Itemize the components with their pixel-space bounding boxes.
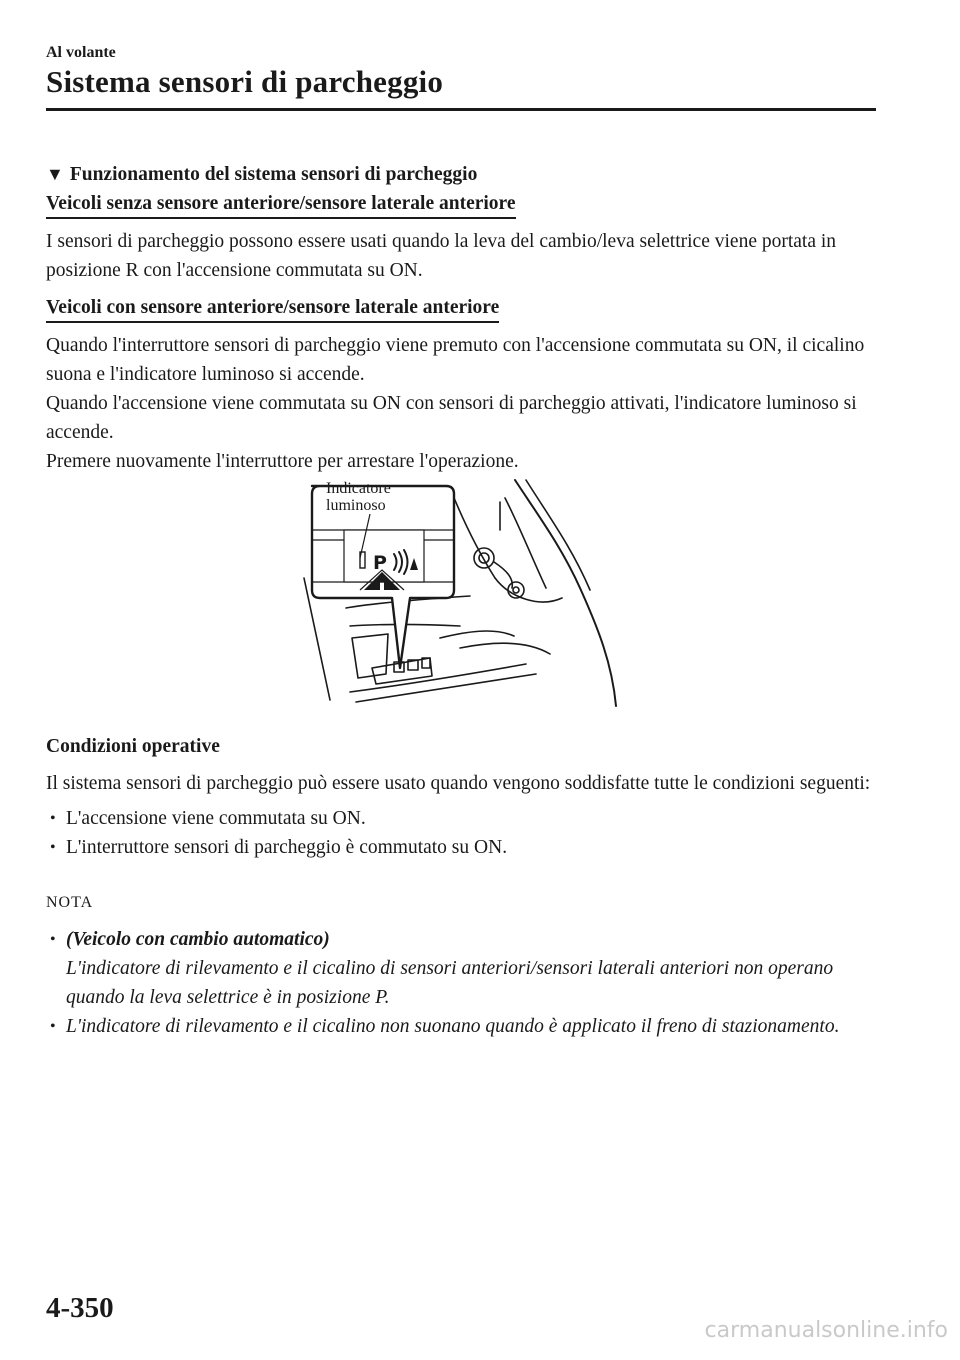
conditions-heading: Condizioni operative <box>46 736 220 757</box>
subheading-without-front-sensor: Veicoli senza sensore anteriore/sensore laterale anteriore <box>46 191 516 219</box>
bullet-icon: • <box>50 931 56 948</box>
dashboard-illustration <box>300 478 620 718</box>
dashboard-drawing <box>300 478 620 718</box>
triangle-down-icon: ▼ <box>46 164 64 184</box>
page-title: Sistema sensori di parcheggio <box>46 64 444 99</box>
watermark: carmanualsonline.info <box>704 1318 948 1343</box>
nota-label: NOTA <box>46 894 94 911</box>
subheading-with-front-sensor: Veicoli con sensore anteriore/sensore laterale anteriore <box>46 295 499 323</box>
page-number: 4-350 <box>46 1292 114 1324</box>
indicator-label: Indicatore luminoso <box>326 480 391 514</box>
title-divider <box>46 108 876 111</box>
paragraph-press-again: Premere nuovamente l'interruttore per arrestare l'operazione. <box>46 451 519 472</box>
bullet-icon: • <box>50 1018 56 1035</box>
paragraph-without-front-sensor: I sensori di parcheggio possono essere usati quando la leva del cambio/leva selettrice viene portata in posizione R con l'accensione commutata su ON. <box>46 231 837 281</box>
bullet-icon: • <box>50 839 56 856</box>
section-heading: ▼ Funzionamento del sistema sensori di parcheggio <box>46 160 876 189</box>
bullet-icon: • <box>50 810 56 827</box>
list-item: • L'indicatore di rilevamento e il cicalino non suonano quando è applicato il freno di stazionamento. <box>46 1012 876 1041</box>
conditions-intro: Il sistema sensori di parcheggio può essere usato quando vengono soddisfatte tutte le condizioni seguenti: <box>46 773 871 794</box>
nota-list <box>46 925 876 1041</box>
list-item: • (Veicolo con cambio automatico) L'indicatore di rilevamento e il cicalino di sensori anteriori/sensori laterali anteriori non operano quando la leva selettrice è in posizione P. <box>46 925 876 1012</box>
conditions-list <box>46 804 876 862</box>
list-item: • L'accensione viene commutata su ON. <box>46 804 876 833</box>
content <box>46 160 876 1041</box>
chapter-label: Al volante <box>46 44 116 61</box>
svg-text:P: P <box>373 552 387 574</box>
list-item: • L'interruttore sensori di parcheggio è commutato su ON. <box>46 833 876 862</box>
paragraph-ignition-on: Quando l'accensione viene commutata su ON con sensori di parcheggio attivati, l'indicatore luminoso si accende. <box>46 393 857 443</box>
paragraph-switch-press: Quando l'interruttore sensori di parcheggio viene premuto con l'accensione commutata su ON, il cicalino suona e l'indicatore luminoso si accende. <box>46 335 865 385</box>
